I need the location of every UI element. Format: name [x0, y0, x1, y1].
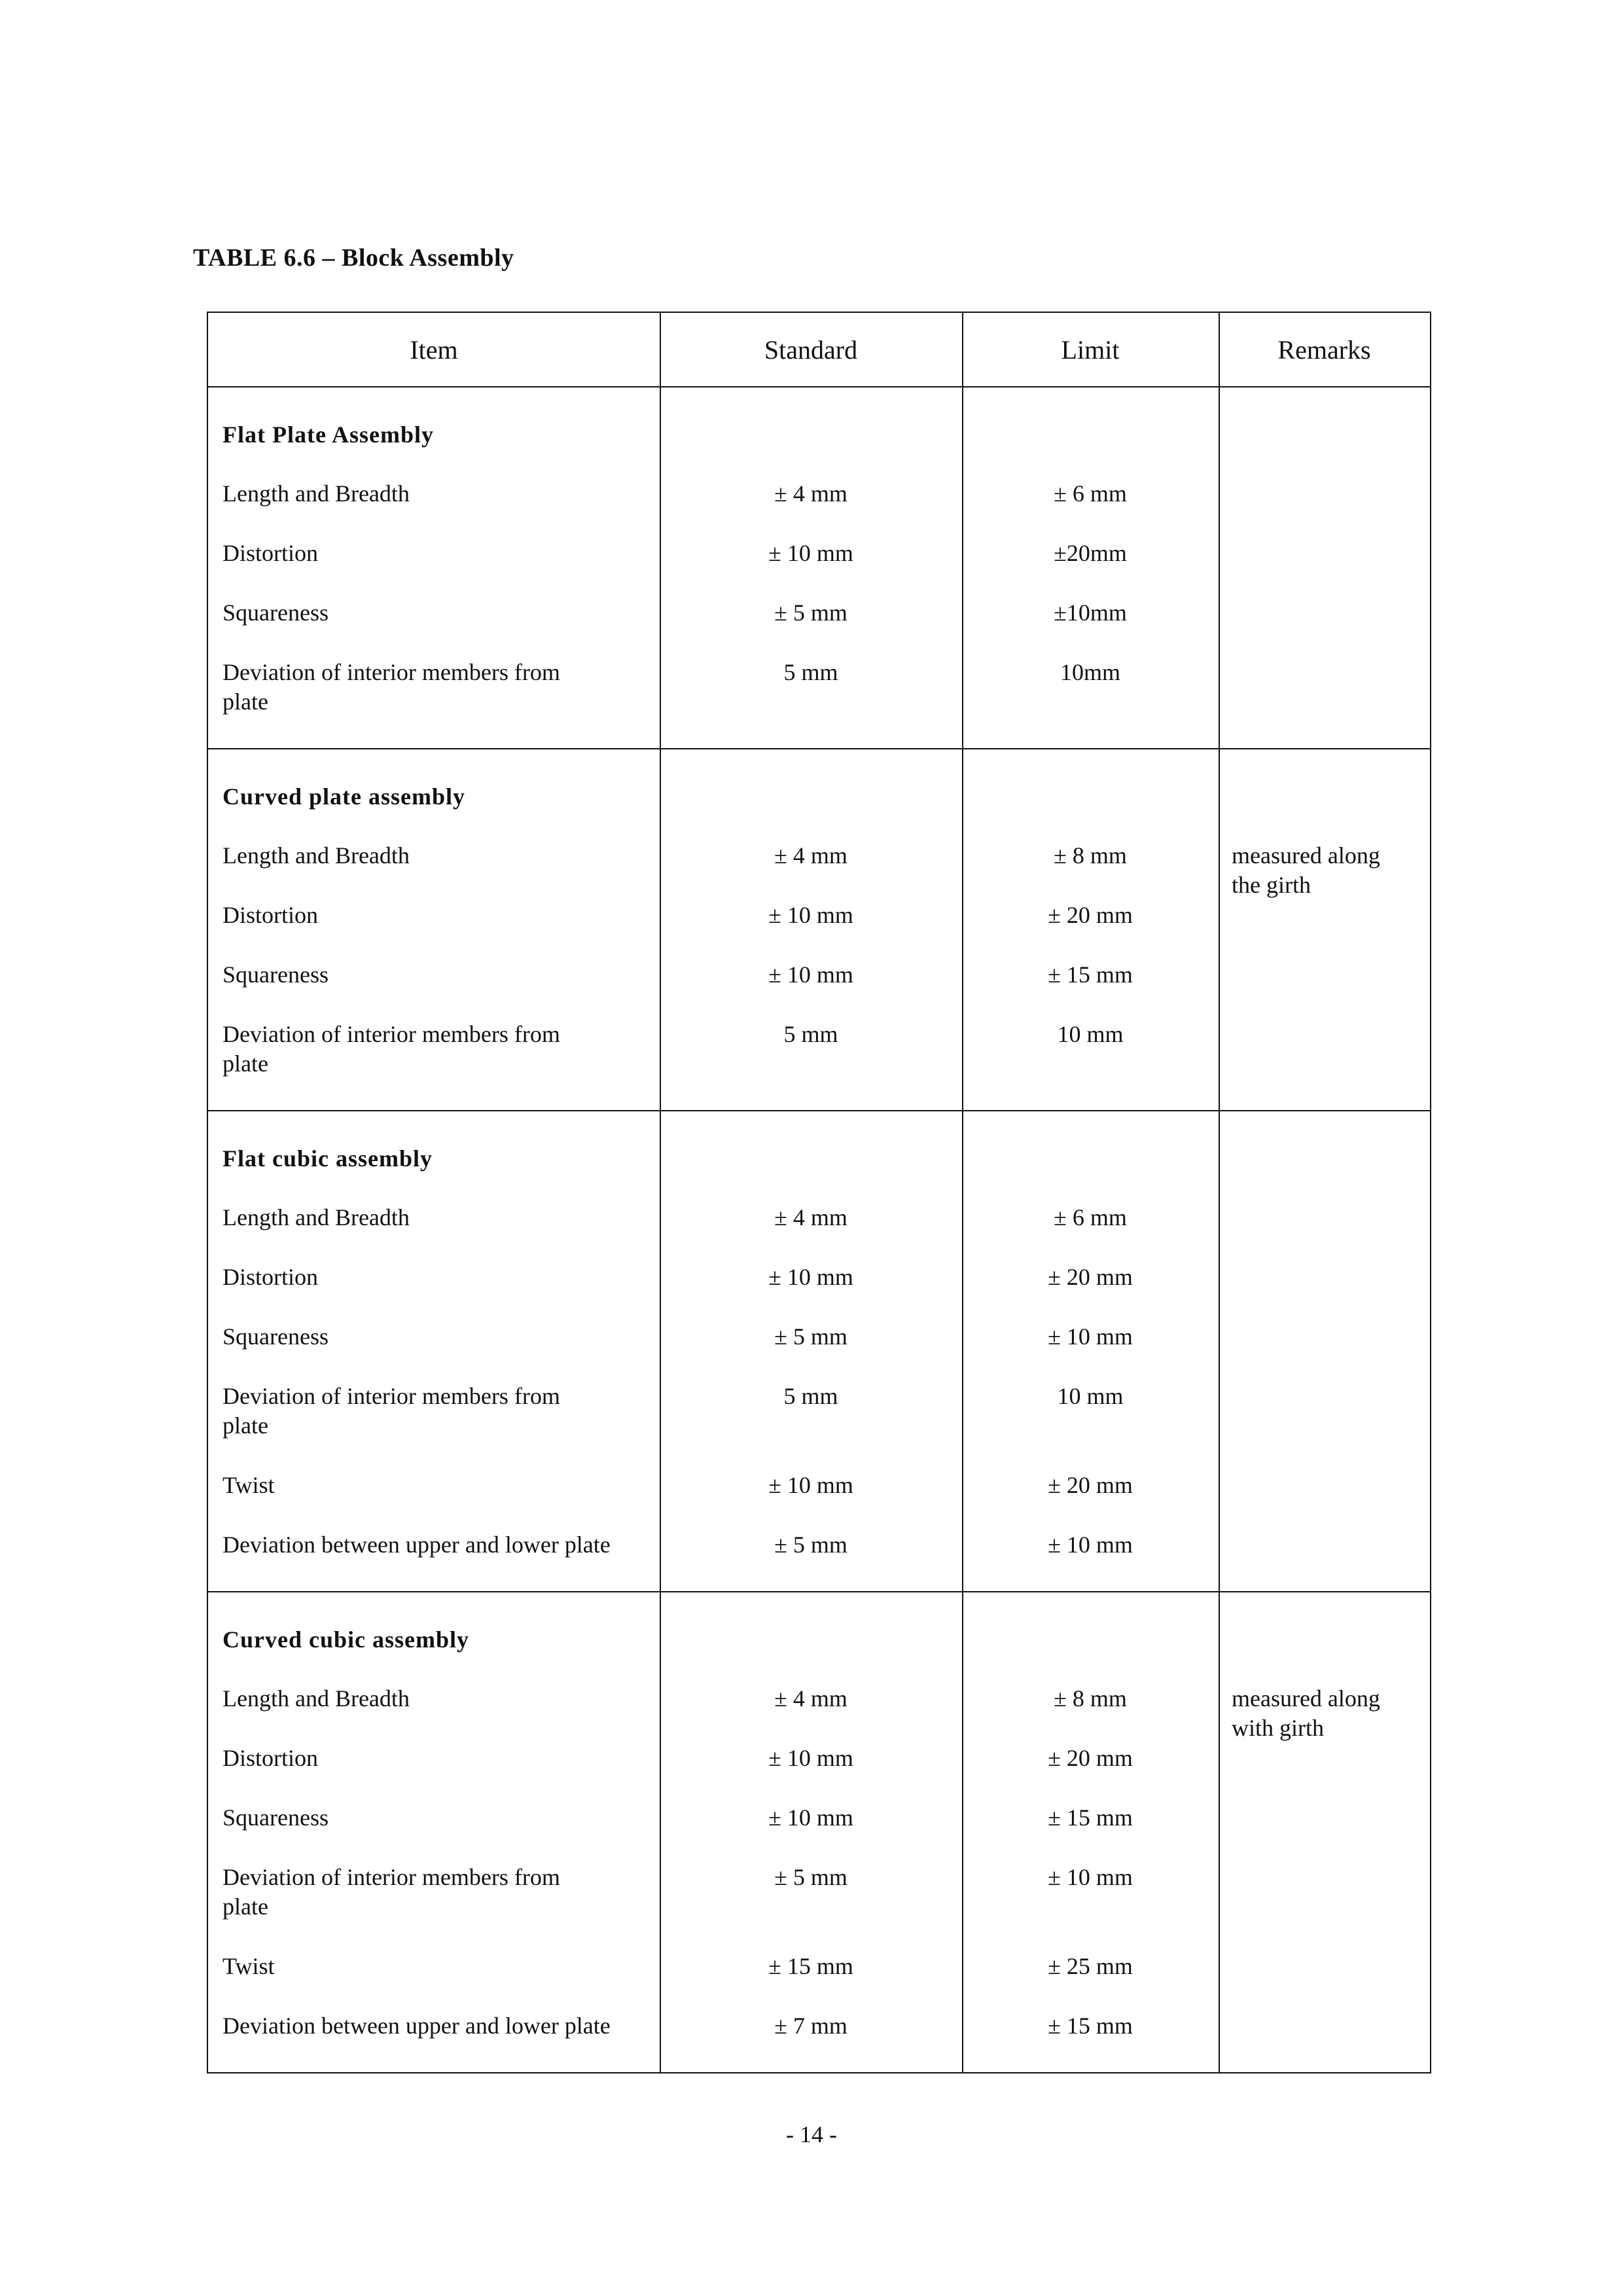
- row-limit: 10 mm: [1057, 1383, 1124, 1409]
- row-limit: ± 20 mm: [1048, 1264, 1133, 1290]
- remarks-text-line: measured along: [1232, 1685, 1380, 1712]
- row-item: [208, 1863, 660, 1952]
- item-text-line: Squareness: [223, 1804, 329, 1831]
- table-section: [208, 1591, 1430, 2072]
- row-remarks: [1219, 841, 1430, 960]
- header-limit: Limit: [1061, 334, 1120, 365]
- remarks-text-line: measured along: [1232, 842, 1380, 869]
- remarks-text-line: the girth: [1232, 872, 1311, 898]
- item-text-line: Deviation of interior members from: [223, 1383, 560, 1409]
- row-limit: ± 20 mm: [1048, 902, 1133, 928]
- row-standard: 5 mm: [783, 1021, 838, 1047]
- item-text-line: Length and Breadth: [223, 1204, 410, 1230]
- row-standard: ± 10 mm: [768, 540, 853, 566]
- row-limit: ± 6 mm: [1054, 480, 1127, 507]
- row-limit: ± 15 mm: [1048, 961, 1133, 988]
- row-limit: ±10mm: [1054, 600, 1127, 626]
- row-limit: ± 10 mm: [1048, 1532, 1133, 1558]
- column-divider: [1219, 313, 1220, 2072]
- table-section: [208, 1110, 1430, 1591]
- row-item: [208, 479, 660, 539]
- section-heading: Curved cubic assembly: [223, 1626, 470, 1653]
- item-text-line: plate: [223, 689, 268, 715]
- row-remarks: [1219, 1684, 1430, 1803]
- row-limit: ± 20 mm: [1048, 1472, 1133, 1498]
- item-text-line: Length and Breadth: [223, 1685, 410, 1712]
- row-item: [208, 658, 660, 747]
- row-limit: 10mm: [1060, 659, 1120, 685]
- row-item: [208, 1203, 660, 1263]
- item-text-line: Deviation of interior members from: [223, 659, 560, 685]
- row-item: [208, 1263, 660, 1322]
- row-limit: ± 25 mm: [1048, 1953, 1133, 1979]
- row-limit: ± 10 mm: [1048, 1323, 1133, 1350]
- row-standard: ± 15 mm: [768, 1953, 853, 1979]
- row-limit: ± 8 mm: [1054, 842, 1127, 869]
- row-item: [208, 1322, 660, 1382]
- row-standard: ± 10 mm: [768, 961, 853, 988]
- item-text-line: plate: [223, 1412, 268, 1439]
- row-item: [208, 901, 660, 960]
- row-standard: ± 4 mm: [774, 842, 847, 869]
- row-standard: ± 10 mm: [768, 1472, 853, 1498]
- row-standard: ± 5 mm: [774, 1532, 847, 1558]
- table-section: [208, 387, 1430, 748]
- row-item: [208, 1803, 660, 1863]
- table-header-row: [208, 313, 1430, 387]
- item-text-line: Deviation between upper and lower plate: [223, 2013, 611, 2039]
- item-text-line: Distortion: [223, 1264, 319, 1290]
- item-text-line: Distortion: [223, 902, 319, 928]
- column-divider: [660, 313, 661, 2072]
- row-standard: ± 5 mm: [774, 1323, 847, 1350]
- row-item: [208, 1382, 660, 1471]
- row-item: [208, 1020, 660, 1109]
- row-standard: ± 4 mm: [774, 480, 847, 507]
- row-standard: 5 mm: [783, 1383, 838, 1409]
- row-standard: ± 4 mm: [774, 1685, 847, 1712]
- block-assembly-table: [207, 312, 1431, 2073]
- header-item: Item: [410, 334, 458, 365]
- row-standard: ± 5 mm: [774, 1864, 847, 1890]
- header-remarks: Remarks: [1277, 334, 1371, 365]
- item-text-line: Distortion: [223, 1745, 319, 1771]
- item-text-line: Squareness: [223, 600, 329, 626]
- column-divider: [962, 313, 963, 2072]
- row-standard: ± 10 mm: [768, 1264, 853, 1290]
- row-standard: ± 7 mm: [774, 2013, 847, 2039]
- row-item: [208, 841, 660, 901]
- table-body: [208, 387, 1430, 2072]
- row-item: [208, 1471, 660, 1530]
- row-standard: ± 10 mm: [768, 902, 853, 928]
- item-text-line: Squareness: [223, 961, 329, 988]
- row-item: [208, 960, 660, 1020]
- row-item: [208, 539, 660, 598]
- item-text-line: Twist: [223, 1472, 275, 1498]
- row-standard: 5 mm: [783, 659, 838, 685]
- row-item: [208, 1530, 660, 1590]
- row-limit: ±20mm: [1054, 540, 1127, 566]
- table-title: TABLE 6.6 – Block Assembly: [193, 244, 514, 272]
- item-text-line: Length and Breadth: [223, 480, 410, 507]
- row-limit: 10 mm: [1057, 1021, 1124, 1047]
- item-text-line: Deviation between upper and lower plate: [223, 1532, 611, 1558]
- row-standard: ± 10 mm: [768, 1804, 853, 1831]
- item-text-line: Distortion: [223, 540, 319, 566]
- row-standard: ± 4 mm: [774, 1204, 847, 1230]
- item-text-line: Deviation of interior members from: [223, 1021, 560, 1047]
- row-item: [208, 2011, 660, 2071]
- row-limit: ± 15 mm: [1048, 1804, 1133, 1831]
- item-text-line: plate: [223, 1893, 268, 1920]
- header-standard: Standard: [764, 334, 858, 365]
- row-limit: ± 10 mm: [1048, 1864, 1133, 1890]
- page-number: - 14 -: [786, 2121, 837, 2147]
- row-item: [208, 1952, 660, 2011]
- row-limit: ± 8 mm: [1054, 1685, 1127, 1712]
- item-text-line: Squareness: [223, 1323, 329, 1350]
- item-text-line: Deviation of interior members from: [223, 1864, 560, 1890]
- row-standard: ± 10 mm: [768, 1745, 853, 1771]
- remarks-text-line: with girth: [1232, 1715, 1324, 1741]
- row-limit: ± 20 mm: [1048, 1745, 1133, 1771]
- section-heading: Flat Plate Assembly: [223, 422, 434, 448]
- section-heading: Curved plate assembly: [223, 783, 465, 810]
- table-section: [208, 748, 1430, 1110]
- row-item: [208, 1684, 660, 1744]
- row-standard: ± 5 mm: [774, 600, 847, 626]
- item-text-line: Twist: [223, 1953, 275, 1979]
- section-heading: Flat cubic assembly: [223, 1145, 433, 1172]
- row-item: [208, 1744, 660, 1803]
- row-item: [208, 598, 660, 658]
- row-limit: ± 6 mm: [1054, 1204, 1127, 1230]
- item-text-line: plate: [223, 1050, 268, 1077]
- item-text-line: Length and Breadth: [223, 842, 410, 869]
- row-limit: ± 15 mm: [1048, 2013, 1133, 2039]
